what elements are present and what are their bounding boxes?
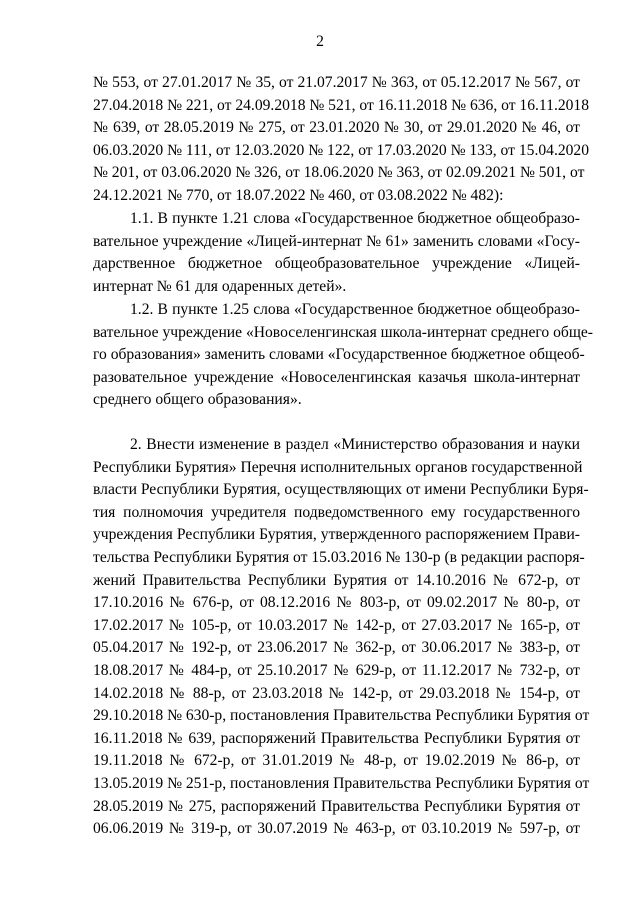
text-line: интернат № 61 для одаренных детей». xyxy=(93,277,347,295)
page-number: 2 xyxy=(316,33,324,50)
text-line: 17.02.2017 № 105-р, от 10.03.2017 № 142-р, от 27.03.2017 № 165-р, от xyxy=(93,616,580,634)
text-line: тельства Республики Бурятия от 15.03.2016 № 130-р (в редакции распоря- xyxy=(93,548,585,566)
text-line: 18.08.2017 № 484-р, от 25.10.2017 № 629-р, от 11.12.2017 № 732-р, от xyxy=(93,661,580,679)
text-line: 17.10.2016 № 676-р, от 08.12.2016 № 803-р, от 09.02.2017 № 80-р, от xyxy=(93,594,580,612)
text-line: го образования» заменить словами «Государственное бюджетное общеоб- xyxy=(93,346,585,364)
text-line: вательное учреждение «Новоселенгинская школа-интернат среднего обще- xyxy=(93,323,593,341)
text-line: № 639, от 28.05.2019 № 275, от 23.01.2020 № 30, от 29.01.2020 № 46, от xyxy=(93,119,580,137)
text-line: № 553, от 27.01.2017 № 35, от 21.07.2017 № 363, от 05.12.2017 № 567, от xyxy=(93,74,580,91)
text-line: власти Республики Бурятия, осуществляющих от имени Республики Буря- xyxy=(93,481,589,499)
paragraph-item-1-1 xyxy=(93,208,580,298)
text-line: среднего общего образования». xyxy=(93,391,302,409)
text-line: 1.1. В пункте 1.21 слова «Государственное бюджетное общеобразо- xyxy=(130,210,580,227)
text-line: 16.11.2018 № 639, распоряжений Правительства Республики Бурятия от xyxy=(93,729,580,747)
text-line: 27.04.2018 № 221, от 24.09.2018 № 521, от 16.11.2018 № 636, от 16.11.2018 xyxy=(93,96,590,114)
text-line: 24.12.2021 № 770, от 18.07.2022 № 460, от 03.08.2022 № 482): xyxy=(93,186,504,204)
text-line: Республики Бурятия» Перечня исполнительных органов государственной xyxy=(93,458,583,476)
text-line: 06.06.2019 № 319-р, от 30.07.2019 № 463-р, от 03.10.2019 № 597-р, от xyxy=(93,820,580,838)
text-line: 14.02.2018 № 88-р, от 23.03.2018 № 142-р, от 29.03.2018 № 154-р, от xyxy=(93,684,580,702)
text-line: 06.03.2020 № 111, от 12.03.2020 № 122, от 17.03.2020 № 133, от 15.04.2020 xyxy=(93,141,590,159)
text-line: 28.05.2019 № 275, распоряжений Правительства Республики Бурятия от xyxy=(93,797,580,815)
text-line: 29.10.2018 № 630-р, постановления Правительства Республики Бурятия от xyxy=(93,707,590,725)
text-line: разовательное учреждение «Новоселенгинская казачья школа-интернат xyxy=(93,368,580,386)
text-line: 1.2. В пункте 1.25 слова «Государственное бюджетное общеобразо- xyxy=(130,301,580,318)
text-line: дарственное бюджетное общеобразовательное учреждение «Лицей- xyxy=(93,255,580,273)
paragraph-intro-continuation xyxy=(93,72,590,208)
paragraph-item-1-2 xyxy=(93,299,593,412)
text-line: вательное учреждение «Лицей-интернат № 61» заменить словами «Госу- xyxy=(93,232,580,250)
text-line: жений Правительства Республики Бурятия от 14.10.2016 № 672-р, от xyxy=(93,571,580,589)
paragraph-item-2 xyxy=(93,434,590,841)
text-line: учреждения Республики Бурятия, утвержденного распоряжением Прави- xyxy=(93,526,580,544)
text-line: 05.04.2017 № 192-р, от 23.06.2017 № 362-р, от 30.06.2017 № 383-р, от xyxy=(93,639,580,657)
text-line: 13.05.2019 № 251-р, постановления Правительства Республики Бурятия от xyxy=(93,774,590,792)
text-line: 19.11.2018 № 672-р, от 31.01.2019 № 48-р, от 19.02.2019 № 86-р, от xyxy=(93,752,580,770)
text-line: № 201, от 03.06.2020 № 326, от 18.06.2020 № 363, от 02.09.2021 № 501, от xyxy=(93,164,585,182)
text-line: 2. Внести изменение в раздел «Министерство образования и науки xyxy=(130,436,580,453)
text-line: тия полномочия учредителя подведомственного ему государственного xyxy=(93,503,580,521)
